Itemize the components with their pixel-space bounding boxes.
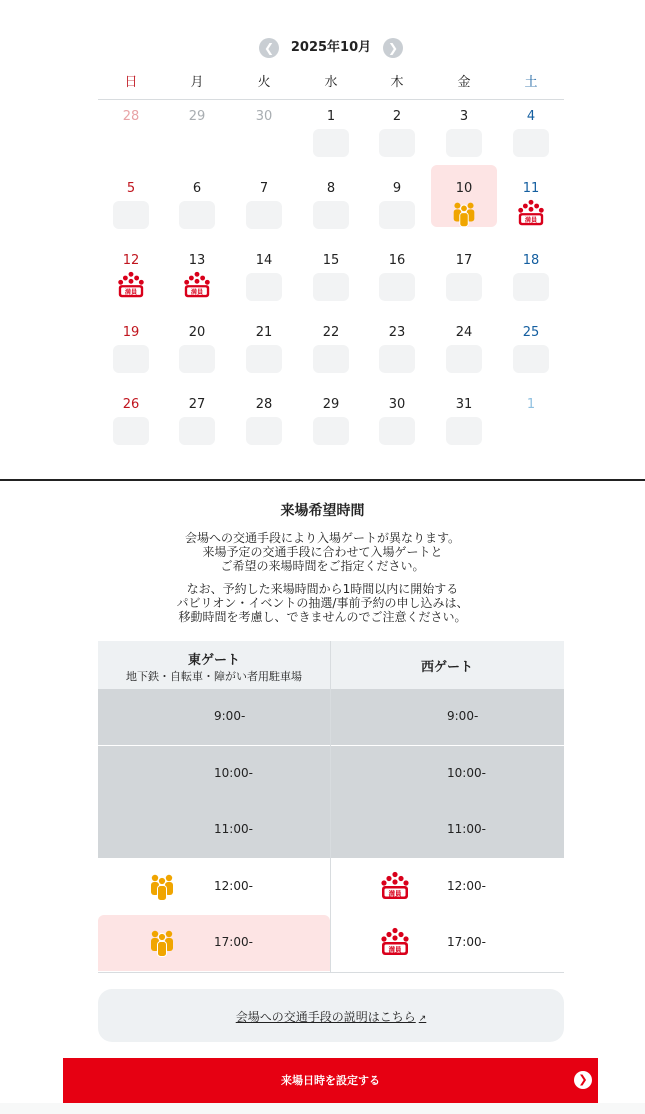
transport-info-link-box[interactable] bbox=[98, 989, 564, 1042]
chevron-right-icon: ❯ bbox=[387, 41, 399, 55]
calendar-day[interactable] bbox=[431, 317, 497, 385]
calendar-day[interactable] bbox=[431, 165, 497, 227]
calendar-day[interactable] bbox=[298, 173, 364, 241]
west-gate-name: 西ゲート bbox=[420, 660, 473, 675]
calendar-day[interactable] bbox=[298, 101, 364, 169]
day-number: 17 bbox=[455, 253, 473, 268]
day-number: 6 bbox=[192, 181, 202, 196]
chevron-left-icon: ❮ bbox=[263, 41, 275, 55]
calendar-week-row bbox=[98, 245, 564, 315]
notice-gate bbox=[0, 531, 645, 573]
weekday-label: 月 bbox=[190, 75, 204, 90]
calendar-week-row bbox=[98, 173, 564, 243]
calendar-day[interactable] bbox=[298, 389, 364, 457]
day-number: 24 bbox=[455, 325, 473, 340]
calendar-day[interactable] bbox=[364, 101, 430, 169]
calendar-day[interactable] bbox=[498, 317, 564, 385]
slot-time: 12:00- bbox=[214, 879, 253, 893]
calendar-day[interactable] bbox=[364, 317, 430, 385]
calendar-day bbox=[231, 101, 297, 169]
calendar-day[interactable] bbox=[164, 389, 230, 457]
calendar-day[interactable] bbox=[364, 173, 430, 241]
day-availability-box bbox=[113, 417, 149, 445]
notice-line: パビリオン・イベントの抽選/事前予約の申し込みは、 bbox=[176, 596, 469, 610]
gate-time-table bbox=[98, 641, 564, 973]
day-number: 10 bbox=[455, 181, 473, 196]
calendar-day[interactable] bbox=[98, 389, 164, 457]
day-number: 30 bbox=[388, 397, 406, 412]
calendar-day[interactable] bbox=[231, 245, 297, 313]
west-gate-slot bbox=[331, 746, 564, 802]
day-number: 23 bbox=[388, 325, 406, 340]
svg-text:満員: 満員 bbox=[124, 288, 138, 296]
svg-text:満員: 満員 bbox=[190, 288, 204, 296]
day-number: 30 bbox=[255, 109, 273, 124]
east-gate-slot bbox=[98, 746, 330, 802]
crowded-people-icon bbox=[146, 871, 178, 903]
calendar-day[interactable] bbox=[431, 245, 497, 313]
set-visit-datetime-button[interactable] bbox=[63, 1058, 598, 1103]
day-availability-box bbox=[313, 129, 349, 157]
day-availability-box bbox=[246, 201, 282, 229]
calendar-day[interactable] bbox=[164, 245, 230, 313]
weekday-label: 火 bbox=[257, 75, 271, 90]
transport-info-link-label: 会場への交通手段の説明はこちら bbox=[235, 1010, 416, 1024]
day-number: 25 bbox=[522, 325, 540, 340]
day-number: 7 bbox=[259, 181, 269, 196]
day-availability-box bbox=[113, 345, 149, 373]
calendar-day[interactable] bbox=[231, 317, 297, 385]
notice-line: 会場への交通手段により入場ゲートが異なります。 bbox=[184, 531, 461, 545]
calendar-day[interactable] bbox=[164, 317, 230, 385]
east-gate-slot[interactable] bbox=[98, 915, 330, 971]
calendar-day[interactable] bbox=[98, 245, 164, 313]
day-availability-box bbox=[379, 273, 415, 301]
notice-lottery bbox=[0, 582, 645, 624]
calendar-day[interactable] bbox=[498, 101, 564, 169]
day-number: 1 bbox=[526, 397, 536, 412]
weekday-label: 土 bbox=[524, 75, 538, 90]
svg-text:満員: 満員 bbox=[388, 945, 402, 954]
day-number: 5 bbox=[126, 181, 136, 196]
calendar-day[interactable] bbox=[431, 389, 497, 457]
calendar-header bbox=[0, 36, 645, 60]
time-section-title: 来場希望時間 bbox=[280, 503, 365, 519]
slot-time: 12:00- bbox=[447, 879, 486, 893]
day-number: 13 bbox=[188, 253, 206, 268]
day-availability-box bbox=[313, 273, 349, 301]
calendar-day[interactable] bbox=[364, 245, 430, 313]
day-number: 28 bbox=[122, 109, 140, 124]
calendar-day[interactable] bbox=[364, 389, 430, 457]
day-number: 29 bbox=[188, 109, 206, 124]
day-availability-box bbox=[446, 273, 482, 301]
day-number: 18 bbox=[522, 253, 540, 268]
day-availability-box bbox=[513, 273, 549, 301]
day-number: 1 bbox=[326, 109, 336, 124]
weekday-row bbox=[98, 74, 564, 100]
arrow-right-circle-icon: ❯ bbox=[574, 1071, 592, 1089]
day-number: 2 bbox=[392, 109, 402, 124]
calendar-day bbox=[164, 101, 230, 169]
calendar-day[interactable] bbox=[231, 173, 297, 241]
day-number: 27 bbox=[188, 397, 206, 412]
east-gate-slot bbox=[98, 689, 330, 745]
weekday-label: 木 bbox=[390, 75, 404, 90]
calendar-day bbox=[98, 101, 164, 169]
day-availability-box bbox=[179, 345, 215, 373]
calendar-day[interactable] bbox=[98, 317, 164, 385]
day-availability-box bbox=[379, 201, 415, 229]
transport-info-link[interactable] bbox=[236, 1008, 427, 1025]
crowded-people-icon bbox=[449, 199, 479, 229]
calendar-day[interactable] bbox=[98, 173, 164, 241]
slot-time: 9:00- bbox=[214, 709, 246, 723]
calendar-week-row bbox=[98, 389, 564, 459]
day-number: 9 bbox=[392, 181, 402, 196]
full-capacity-icon bbox=[379, 927, 411, 959]
day-availability-box bbox=[179, 201, 215, 229]
full-capacity-icon bbox=[116, 271, 146, 301]
day-number: 26 bbox=[122, 397, 140, 412]
day-availability-box bbox=[513, 345, 549, 373]
day-number: 16 bbox=[388, 253, 406, 268]
calendar-day[interactable] bbox=[231, 389, 297, 457]
svg-text:満員: 満員 bbox=[524, 216, 538, 224]
day-number: 12 bbox=[122, 253, 140, 268]
day-availability-box bbox=[446, 129, 482, 157]
prev-month-button[interactable] bbox=[259, 38, 279, 58]
calendar-day[interactable] bbox=[164, 173, 230, 241]
slot-time: 10:00- bbox=[447, 766, 486, 780]
east-gate-name: 東ゲート bbox=[187, 653, 240, 668]
day-number: 29 bbox=[322, 397, 340, 412]
calendar-day[interactable] bbox=[498, 173, 564, 241]
external-link-icon: ↗ bbox=[418, 1014, 427, 1024]
day-number: 20 bbox=[188, 325, 206, 340]
day-number: 15 bbox=[322, 253, 340, 268]
next-month-button[interactable] bbox=[383, 38, 403, 58]
notice-line: なお、予約した来場時間から1時間以内に開始する bbox=[186, 582, 459, 596]
west-gate-slot[interactable] bbox=[331, 915, 564, 971]
day-number: 19 bbox=[122, 325, 140, 340]
crowded-people-icon bbox=[146, 927, 178, 959]
notice-line: ご希望の来場時間をご指定ください。 bbox=[220, 559, 425, 573]
slot-time: 11:00- bbox=[447, 822, 486, 836]
day-availability-box bbox=[179, 417, 215, 445]
bottom-bar bbox=[0, 1103, 645, 1114]
day-availability-box bbox=[313, 345, 349, 373]
slot-time: 17:00- bbox=[214, 935, 253, 949]
east-gate-slot bbox=[98, 802, 330, 858]
full-capacity-icon bbox=[379, 871, 411, 903]
calendar-day bbox=[498, 389, 564, 457]
day-availability-box bbox=[379, 345, 415, 373]
weekday-label: 日 bbox=[124, 75, 138, 90]
day-availability-box bbox=[446, 345, 482, 373]
west-gate-slot bbox=[331, 802, 564, 858]
day-availability-box bbox=[246, 273, 282, 301]
east-gate-slot[interactable] bbox=[98, 859, 330, 915]
full-capacity-icon bbox=[516, 199, 546, 229]
weekday-label: 水 bbox=[324, 75, 338, 90]
notice-line: 来場予定の交通手段に合わせて入場ゲートと bbox=[202, 545, 443, 559]
slot-time: 10:00- bbox=[214, 766, 253, 780]
day-availability-box bbox=[513, 129, 549, 157]
day-number: 14 bbox=[255, 253, 273, 268]
day-number: 31 bbox=[455, 397, 473, 412]
calendar-day[interactable] bbox=[298, 245, 364, 313]
calendar-week-row bbox=[98, 317, 564, 387]
day-availability-box bbox=[379, 129, 415, 157]
submit-button-label: 来場日時を設定する bbox=[281, 1074, 380, 1087]
west-gate-slot bbox=[331, 689, 564, 745]
day-availability-box bbox=[313, 417, 349, 445]
day-availability-box bbox=[446, 417, 482, 445]
day-availability-box bbox=[313, 201, 349, 229]
weekday-label: 金 bbox=[457, 75, 471, 90]
svg-text:満員: 満員 bbox=[388, 889, 402, 898]
slot-time: 17:00- bbox=[447, 935, 486, 949]
month-label: 2025年10月 bbox=[290, 40, 372, 55]
full-capacity-icon bbox=[182, 271, 212, 301]
day-number: 21 bbox=[255, 325, 273, 340]
day-number: 3 bbox=[459, 109, 469, 124]
day-availability-box bbox=[246, 417, 282, 445]
west-gate-header bbox=[331, 641, 564, 689]
day-number: 22 bbox=[322, 325, 340, 340]
west-gate-slot[interactable] bbox=[331, 859, 564, 915]
section-divider bbox=[0, 479, 645, 481]
day-number: 4 bbox=[526, 109, 536, 124]
slot-time: 9:00- bbox=[447, 709, 479, 723]
day-availability-box bbox=[246, 345, 282, 373]
calendar-week-row bbox=[98, 101, 564, 171]
notice-line: 移動時間を考慮し、できませんのでご注意ください。 bbox=[178, 610, 467, 624]
calendar-day[interactable] bbox=[298, 317, 364, 385]
calendar-day[interactable] bbox=[431, 101, 497, 169]
day-number: 8 bbox=[326, 181, 336, 196]
day-availability-box bbox=[113, 201, 149, 229]
calendar-day[interactable] bbox=[498, 245, 564, 313]
day-number: 28 bbox=[255, 397, 273, 412]
east-gate-subtitle: 地下鉄・自転車・障がい者用駐車場 bbox=[126, 670, 302, 683]
day-number: 11 bbox=[522, 181, 540, 196]
day-availability-box bbox=[379, 417, 415, 445]
east-gate-header bbox=[98, 641, 331, 689]
slot-time: 11:00- bbox=[214, 822, 253, 836]
